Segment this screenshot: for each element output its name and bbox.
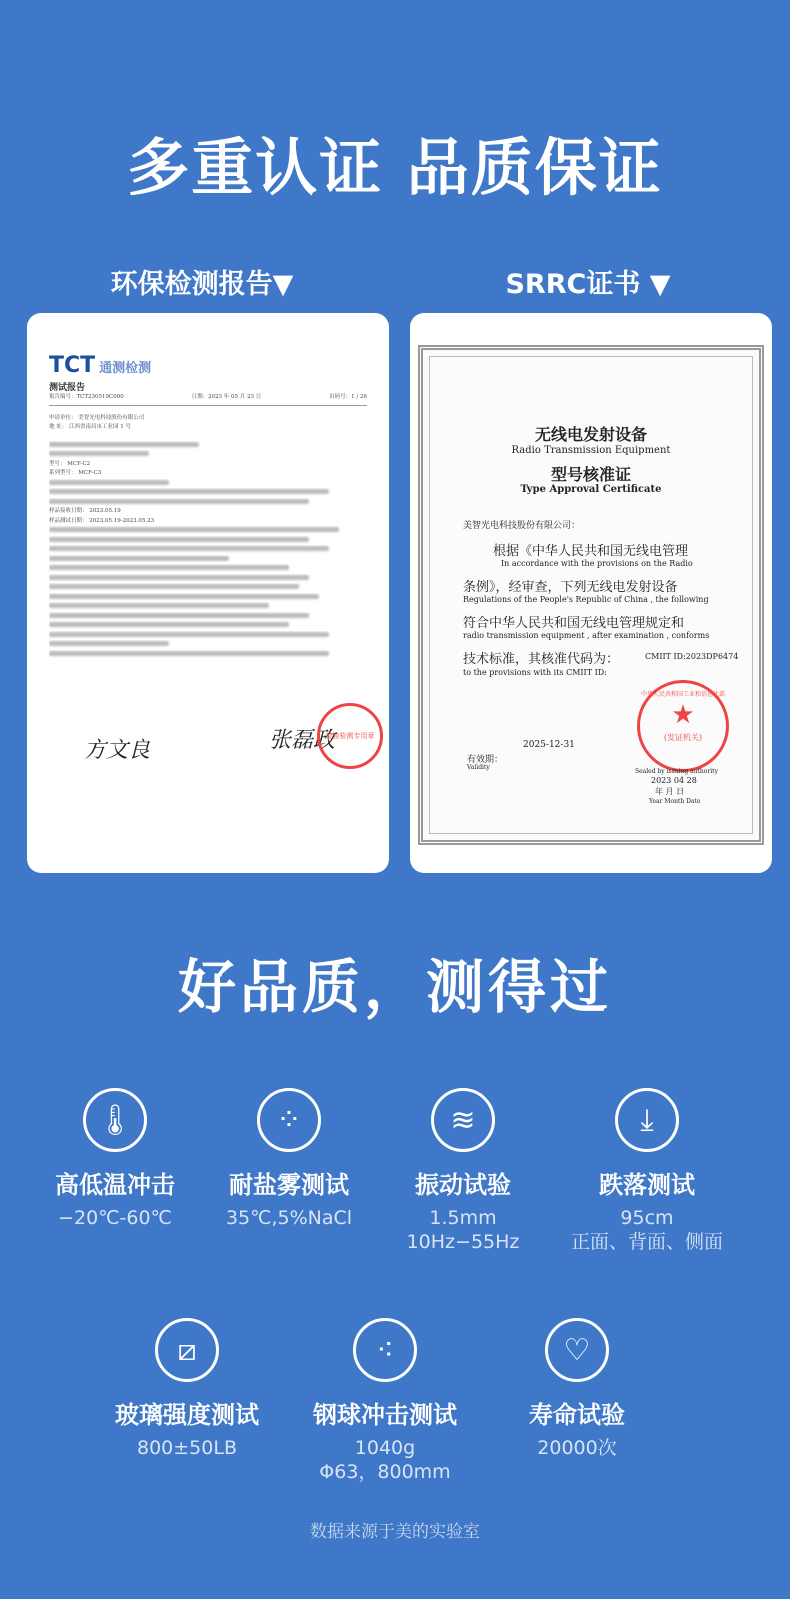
feature-name: 高低温冲击 <box>55 1171 175 1199</box>
feature-name: 振动试验 <box>415 1171 511 1199</box>
tct-logo-text: TCT <box>49 353 96 378</box>
cert-validity-date: 2025-12-31 <box>523 740 575 750</box>
drop-icon: ⤓ <box>615 1088 679 1152</box>
srrc-section-label: SRRC证书 ▼ <box>505 269 671 300</box>
cert-p3-cn: 符合中华人民共和国无线电管理规定和 <box>463 616 685 631</box>
series-model: 系列型号： MCF-C3 <box>49 470 102 476</box>
blur-line <box>49 650 367 660</box>
blur-line <box>49 526 367 536</box>
feature-name: 跌落测试 <box>599 1171 695 1199</box>
feature-drop <box>552 1088 742 1254</box>
blur-line <box>49 574 367 584</box>
star-icon: ★ <box>671 700 695 730</box>
feature-value: 1.5mm <box>429 1207 497 1229</box>
tct-logo <box>49 353 367 378</box>
signature-1: 方文良 <box>84 738 151 763</box>
cert-en-sub: Type Approval Certificate <box>520 484 662 495</box>
feature-vibration <box>368 1088 558 1254</box>
cert-p4-cn: 技术标准，其核准代码为： <box>463 652 620 667</box>
feature-steel-ball <box>290 1318 480 1484</box>
report-page: 页码号：1 / 26 <box>329 394 367 400</box>
cert-cn-sub: 型号核准证 <box>550 465 631 484</box>
cert-sealed-by: Sealed by issuing authority <box>635 768 718 775</box>
blur-line <box>49 479 367 489</box>
test-seal <box>317 703 383 769</box>
cert-validity-en: Validity <box>467 764 490 771</box>
model: 型号： MCF-C2 <box>49 460 91 467</box>
srrc-certificate <box>418 345 764 845</box>
blur-line <box>49 640 367 650</box>
test-seal-text: 检验检测专用章 <box>325 732 375 740</box>
heart-icon: ♡ <box>545 1318 609 1382</box>
blur-line <box>49 441 367 451</box>
cert-ymd-en: Year Month Date <box>649 798 701 805</box>
thermometer-icon: 🌡 <box>83 1088 147 1152</box>
blur-line <box>49 564 367 574</box>
feature-value: 正面、背面、侧面 <box>570 1231 723 1253</box>
cert-company: 美智光电科技股份有限公司： <box>463 521 581 531</box>
blur-line <box>49 555 367 565</box>
feature-value: 800±50LB <box>137 1437 237 1459</box>
quality-title: 好品质，测得过 <box>177 953 612 1021</box>
cert-ymd-cn: 年 月 日 <box>655 787 685 796</box>
blur-line <box>49 536 367 546</box>
blur-line <box>49 602 367 612</box>
feature-name: 寿命试验 <box>529 1401 625 1429</box>
feature-name: 玻璃强度测试 <box>115 1401 259 1429</box>
cert-seal-sub: (发证机关) <box>663 733 703 742</box>
report-date: 日期：2023 年 05 月 23 日 <box>191 394 262 400</box>
blur-line <box>49 612 367 622</box>
cert-en-title: Radio Transmission Equipment <box>511 445 671 456</box>
feature-value: 95cm <box>620 1207 674 1229</box>
feature-value: Φ63，800mm <box>319 1461 451 1483</box>
blur-line <box>49 545 367 555</box>
address: 地 址： 江西省南昌市工业园 1 号 <box>49 424 131 430</box>
cert-p2-en: Regulations of the People's Republic of China , the following <box>463 595 709 604</box>
feature-name: 钢球冲击测试 <box>313 1401 457 1429</box>
cert-p1-en: In accordance with the provisions on the Radio <box>501 559 693 568</box>
feature-glass <box>92 1318 282 1460</box>
applicant: 申请单位： 美智光电科技股份有限公司 <box>49 414 145 421</box>
feature-value: 10Hz−55Hz <box>406 1231 520 1253</box>
report-meta <box>49 393 367 406</box>
page-title: 多重认证 品质保证 <box>127 131 663 204</box>
feature-value: 1040g <box>354 1437 416 1459</box>
test-report-card <box>27 313 389 873</box>
steel-ball-icon: ⁖ <box>353 1318 417 1382</box>
test-date: 样品测试日期： 2023.05.19-2023.05.23 <box>49 517 155 524</box>
cert-seal-text: 中华人民共和国工业和信息化部 <box>640 691 725 698</box>
cert-cn-title: 无线电发射设备 <box>534 425 647 444</box>
blur-line <box>49 583 367 593</box>
test-report-document <box>49 353 367 659</box>
report-section-label: 环保检测报告▼ <box>110 269 294 300</box>
blur-line <box>49 450 367 460</box>
feature-name: 耐盐雾测试 <box>229 1171 349 1199</box>
feature-value: 35℃,5%NaCl <box>225 1207 353 1229</box>
cert-validity-cn: 有效期： <box>467 755 504 765</box>
srrc-certificate-card <box>410 313 772 873</box>
report-title: 测试报告 <box>49 383 86 393</box>
cert-p3-en: radio transmission equipment , after examination , conforms <box>463 631 710 640</box>
signature-2: 张磊政 <box>269 728 336 753</box>
signature-row <box>49 713 375 803</box>
cert-p1-cn: 根据《中华人民共和国无线电管理 <box>493 544 689 559</box>
blur-line <box>49 488 367 498</box>
feature-temperature <box>20 1088 210 1230</box>
cert-code: CMIIT ID:2023DP6474 <box>645 652 739 661</box>
feature-salt-fog <box>194 1088 384 1230</box>
cert-issue-date: 2023 04 28 <box>651 776 697 785</box>
cert-p4-en: to the provisions with its CMIIT ID: <box>463 668 607 677</box>
blur-line <box>49 593 367 603</box>
cert-p2-cn: 条例》，经审查，下列无线电发射设备 <box>463 580 678 595</box>
blur-line <box>49 498 367 508</box>
tct-logo-cn: 通测检测 <box>99 361 152 376</box>
salt-fog-icon: ⁘ <box>257 1088 321 1152</box>
received-date: 样品接收日期： 2023.05.19 <box>49 508 121 514</box>
glass-icon: ⧄ <box>155 1318 219 1382</box>
vibration-icon: ≋ <box>431 1088 495 1152</box>
feature-value: −20℃-60℃ <box>58 1207 172 1229</box>
footer-note: 数据来源于美的实验室 <box>310 1522 480 1542</box>
feature-value: 20000次 <box>537 1437 617 1459</box>
feature-lifespan <box>482 1318 672 1460</box>
report-number: 报告编号：TCT230519C000 <box>49 394 124 400</box>
blur-line <box>49 621 367 631</box>
blur-line <box>49 631 367 641</box>
